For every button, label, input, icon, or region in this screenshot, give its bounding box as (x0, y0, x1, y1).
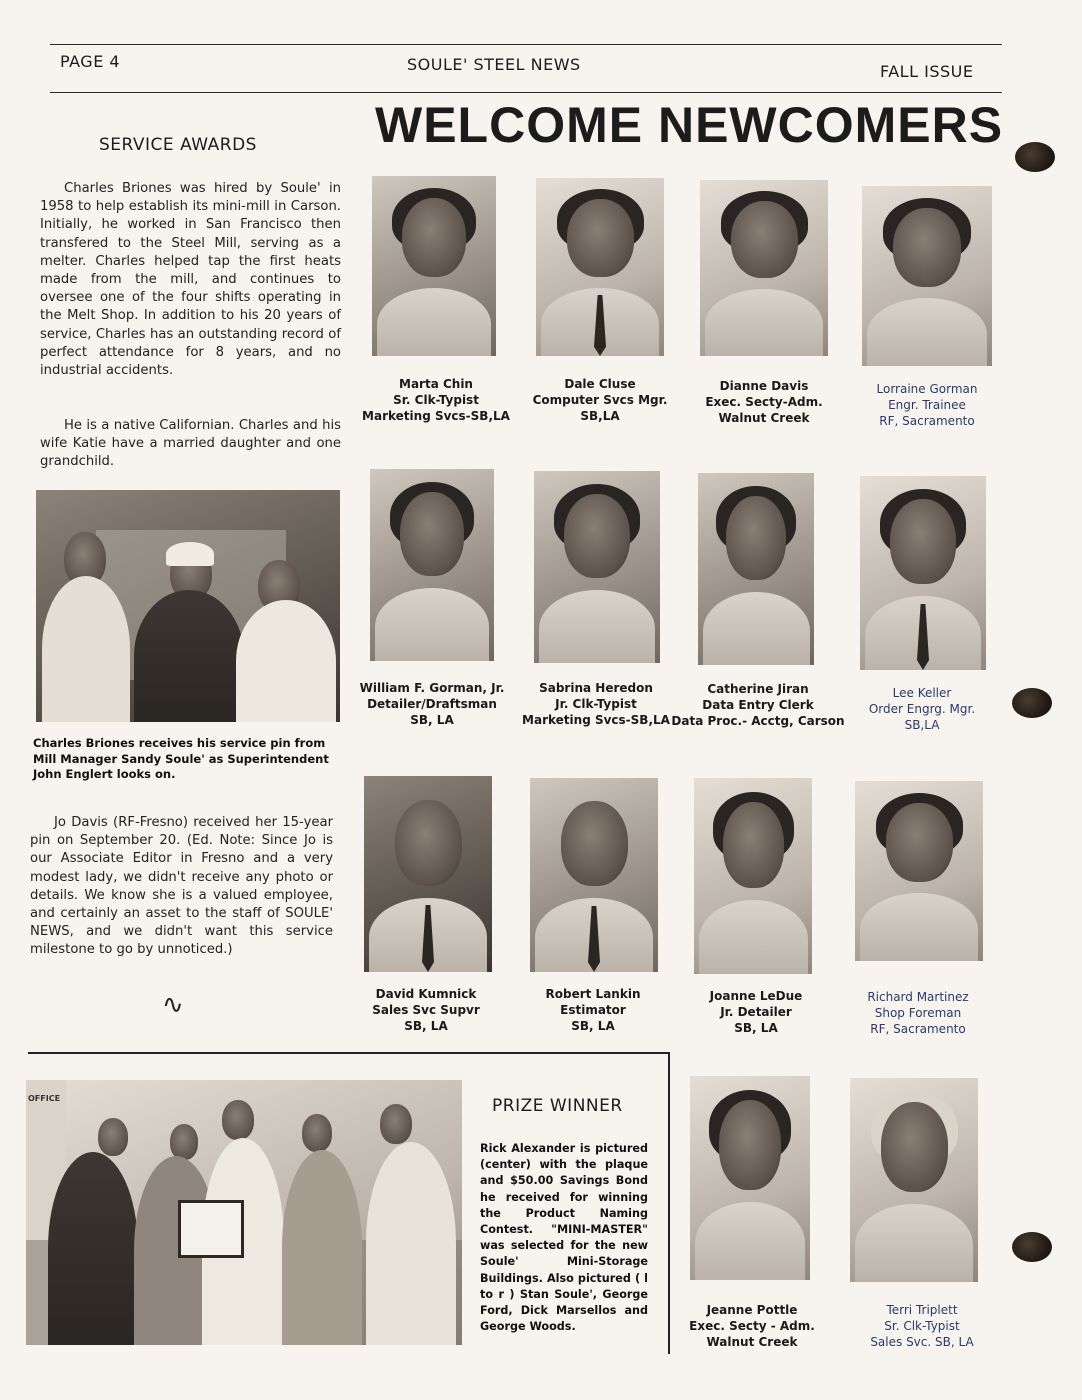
newcomer-dept: Sales Svc. SB, LA (870, 1335, 974, 1349)
prize-winner-photo (26, 1080, 462, 1345)
newcomer-name: William F. Gorman, Jr. (359, 681, 505, 695)
service-paragraph-family: He is a native Californian. Charles and his wife Katie have a married daughter and one grandchild. (40, 418, 341, 470)
newcomer-photo (700, 180, 828, 356)
issue-label: FALL ISSUE (880, 62, 974, 81)
binder-hole (1012, 1232, 1052, 1262)
newcomer-name: Jeanne Pottle (706, 1303, 798, 1317)
newcomer-name: Dianne Davis (719, 379, 809, 393)
newcomer-caption (828, 989, 1008, 1037)
service-awards-title: SERVICE AWARDS (99, 135, 257, 155)
newcomer-title: Exec. Secty - Adm. (689, 1319, 815, 1333)
newcomer-caption (674, 378, 854, 426)
newcomer-name: Terri Triplett (886, 1303, 958, 1317)
newcomer-caption (662, 1302, 842, 1350)
newcomer-name: Joanne LeDue (709, 989, 803, 1003)
newcomer-caption (503, 986, 683, 1034)
newcomer-photo (862, 186, 992, 366)
newcomer-title: Sales Svc Supvr (372, 1003, 480, 1017)
header-bottom-rule (50, 92, 1002, 93)
newcomer-photo (694, 778, 812, 974)
newcomer-title: Estimator (560, 1003, 626, 1017)
newcomer-name: Dale Cluse (564, 377, 636, 391)
newcomer-photo (536, 178, 664, 356)
newcomer-name: Lee Keller (892, 686, 952, 700)
newcomer-caption (666, 988, 846, 1036)
service-pin-photo-caption: Charles Briones receives his service pin from Mill Manager Sandy Soule' as Superintendent John Englert looks on. (33, 736, 329, 781)
newcomer-dept: SB, LA (404, 1019, 448, 1033)
newcomer-name: Lorraine Gorman (876, 382, 978, 396)
newcomer-caption (668, 681, 848, 729)
office-sign: OFFICE (28, 1094, 61, 1103)
newcomer-photo (850, 1078, 978, 1282)
newcomer-title: Engr. Trainee (888, 398, 966, 412)
newcomer-name: David Kumnick (375, 987, 477, 1001)
page-number: PAGE 4 (60, 52, 121, 71)
newcomer-dept: Data Proc.- Acctg, Carson (671, 714, 845, 728)
newcomer-dept: RF, Sacramento (870, 1022, 966, 1036)
newcomer-title: Shop Foreman (874, 1006, 962, 1020)
binder-hole (1015, 142, 1055, 172)
newcomer-dept: Walnut Creek (706, 1335, 798, 1349)
newcomer-dept: RF, Sacramento (879, 414, 975, 428)
service-paragraph-briones: Charles Briones was hired by Soule' in 1958 to help establish its mini-mill in Carson. Initially, he worked in San Francisco then transfered to the Steel Mill, serving as a melter. Charles helped tap the first heats made from the mill, and continues to oversee one of the four shifts operating in the Melt Shop. In addition to his 20 years of service, Charles has an outstanding record of perfect attendance for 8 years, and no industrial accidents. (40, 181, 341, 379)
newcomer-photo (364, 776, 492, 972)
newcomer-title: Jr. Clk-Typist (555, 697, 637, 711)
newcomer-title: Sr. Clk-Typist (393, 393, 479, 407)
ornament-swirl: ∿ (162, 990, 184, 1020)
newcomer-photo (855, 781, 983, 961)
newcomer-photo (534, 471, 660, 663)
newcomer-name: Robert Lankin (545, 987, 641, 1001)
newcomer-caption (342, 680, 522, 728)
newcomer-photo (860, 476, 986, 670)
newcomer-name: Sabrina Heredon (539, 681, 653, 695)
newcomer-caption (510, 376, 690, 424)
prize-winner-title: PRIZE WINNER (492, 1096, 623, 1116)
newcomer-photo (690, 1076, 810, 1280)
newcomer-photo (530, 778, 658, 972)
newcomer-title: Detailer/Draftsman (367, 697, 497, 711)
newcomer-caption (832, 685, 1012, 733)
newcomer-dept: Marketing Svcs-SB,LA (362, 409, 510, 423)
newcomer-name: Richard Martinez (867, 990, 969, 1004)
newcomer-title: Jr. Detailer (720, 1005, 792, 1019)
newcomer-photo (370, 469, 494, 661)
newcomer-dept: Marketing Svcs-SB,LA (522, 713, 670, 727)
prize-winner-text: Rick Alexander is pictured (center) with the plaque and $50.00 Savings Bond he received for winning the Product Naming Contest. "MINI-MASTER" was selected for the new Soule' Mini-Storage Buildings. Also pictured ( l to r ) Stan Soule', George Ford, Dick Marsellos and George Woods. (480, 1142, 648, 1334)
newcomer-title: Computer Svcs Mgr. (532, 393, 668, 407)
newcomer-name: Marta Chin (399, 377, 473, 391)
newcomer-title: Exec. Secty-Adm. (705, 395, 823, 409)
newcomer-caption (346, 376, 526, 424)
page-headline: WELCOME NEWCOMERS (375, 97, 1004, 153)
newcomer-photo (372, 176, 496, 356)
newcomer-photo (698, 473, 814, 665)
service-paragraph-jo-davis: Jo Davis (RF-Fresno) received her 15-year pin on September 20. (Ed. Note: Since Jo is our Associate Editor in Fresno and a very modest lady, we didn't receive any photo or details. We know she is a valued employee, and certainly an asset to the staff of SOULE' NEWS, and we didn't want this service milestone to go by unnoticed.) (30, 815, 333, 958)
newcomer-title: Order Engrg. Mgr. (868, 702, 976, 716)
newcomer-title: Data Entry Clerk (702, 698, 814, 712)
header-top-rule (50, 44, 1002, 45)
newcomer-caption (506, 680, 686, 728)
newcomer-dept: SB, LA (571, 1019, 615, 1033)
newcomer-dept: SB, LA (734, 1021, 778, 1035)
newcomer-dept: SB,LA (904, 718, 940, 732)
newcomer-caption (837, 381, 1017, 429)
newcomer-title: Sr. Clk-Typist (884, 1319, 960, 1333)
newsletter-title: SOULE' STEEL NEWS (407, 55, 581, 74)
newcomer-dept: SB,LA (580, 409, 620, 423)
newcomer-dept: SB, LA (410, 713, 454, 727)
newcomer-caption (336, 986, 516, 1034)
newcomer-dept: Walnut Creek (718, 411, 810, 425)
newcomer-caption (832, 1302, 1012, 1350)
binder-hole (1012, 688, 1052, 718)
service-pin-photo (36, 490, 340, 722)
newcomer-name: Catherine Jiran (707, 682, 809, 696)
